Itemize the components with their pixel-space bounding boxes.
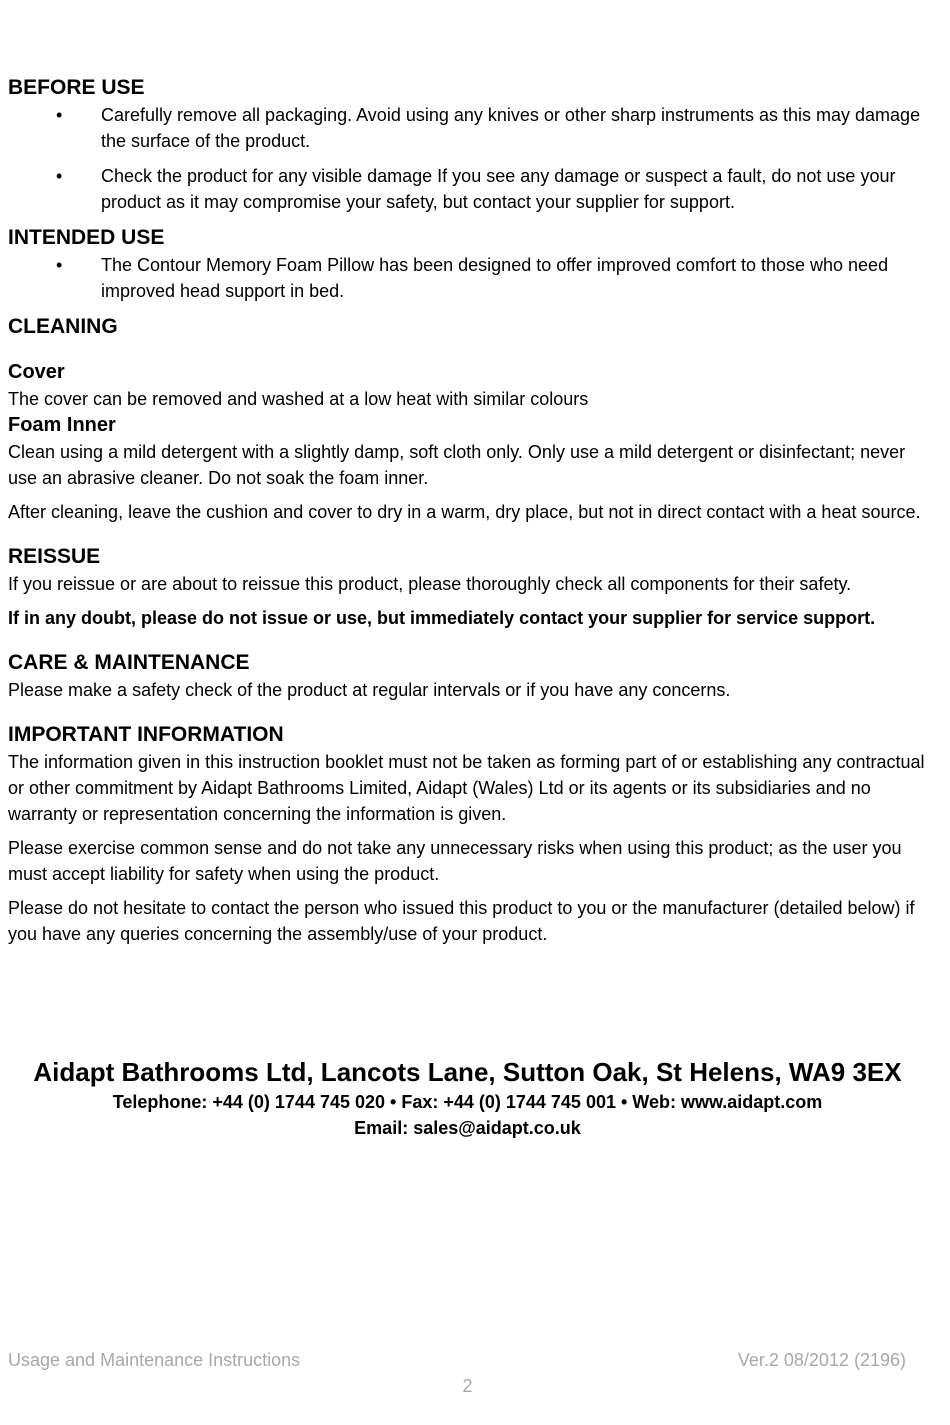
- important-text-2: Please exercise common sense and do not take any unnecessary risks when using this product; as the user you must accept liability for safety when using the product.: [8, 838, 902, 884]
- intended-use-heading: INTENDED USE: [8, 226, 165, 249]
- bullet-icon: •: [56, 255, 63, 275]
- reissue-heading: REISSUE: [8, 545, 101, 568]
- after-cleaning-text: After cleaning, leave the cushion and cover to dry in a warm, dry place, but not in direct contact with a heat source.: [8, 502, 921, 522]
- foam-inner-subheading: Foam Inner: [8, 414, 116, 436]
- page-number: 2: [462, 1376, 473, 1396]
- footer-title: Usage and Maintenance Instructions: [8, 1350, 301, 1370]
- before-use-heading: BEFORE USE: [8, 76, 145, 99]
- company-contact: Telephone: +44 (0) 1744 745 020 • Fax: +44 (0) 1744 745 001 • Web: www.aidapt.com: [112, 1092, 823, 1112]
- reissue-warning: If in any doubt, please do not issue or use, but immediately contact your supplier for service support.: [8, 608, 876, 628]
- care-text: Please make a safety check of the product at regular intervals or if you have any concerns.: [8, 680, 731, 700]
- bullet-icon: •: [56, 166, 63, 186]
- company-address: Aidapt Bathrooms Ltd, Lancots Lane, Sutton Oak, St Helens, WA9 3EX: [33, 1057, 902, 1087]
- bullet-icon: •: [56, 105, 63, 125]
- cover-text: The cover can be removed and washed at a low heat with similar colours: [8, 389, 589, 409]
- list-item-text: Carefully remove all packaging. Avoid using any knives or other sharp instruments as this may damage the surface of the product.: [101, 105, 921, 151]
- important-text-3: Please do not hesitate to contact the person who issued this product to you or the manufacturer (detailed below) if you have any queries concerning the assembly/use of your product.: [8, 898, 915, 944]
- footer-version: Ver.2 08/2012 (2196): [737, 1350, 906, 1370]
- company-block: [0, 1055, 935, 1141]
- reissue-text: If you reissue or are about to reissue this product, please thoroughly check all components for their safety.: [8, 574, 852, 594]
- important-text-1: The information given in this instruction booklet must not be taken as forming part of or establishing any contractual or other commitment by Aidapt Bathrooms Limited, Aidapt (Wales) Ltd or its agents or its subsidiaries and no warranty or representation concerning the information is given.: [8, 752, 925, 824]
- intended-use-list: [8, 252, 926, 304]
- document-page: [8, 74, 926, 947]
- company-email: Email: sales@aidapt.co.uk: [354, 1118, 581, 1138]
- before-use-list: [8, 102, 926, 215]
- important-heading: IMPORTANT INFORMATION: [8, 723, 284, 746]
- list-item: [8, 102, 926, 154]
- list-item-text: The Contour Memory Foam Pillow has been designed to offer improved comfort to those who need improved head support in bed.: [101, 255, 889, 301]
- foam-inner-text: Clean using a mild detergent with a slightly damp, soft cloth only. Only use a mild detergent or disinfectant; never use an abrasive cleaner. Do not soak the foam inner.: [8, 442, 906, 488]
- cover-subheading: Cover: [8, 361, 65, 383]
- list-item: [8, 163, 926, 215]
- cleaning-heading: CLEANING: [8, 315, 118, 338]
- care-heading: CARE & MAINTENANCE: [8, 651, 250, 674]
- list-item: [8, 252, 926, 304]
- list-item-text: Check the product for any visible damage If you see any damage or suspect a fault, do not use your product as it may compromise your safety, but contact your supplier for support.: [101, 166, 896, 212]
